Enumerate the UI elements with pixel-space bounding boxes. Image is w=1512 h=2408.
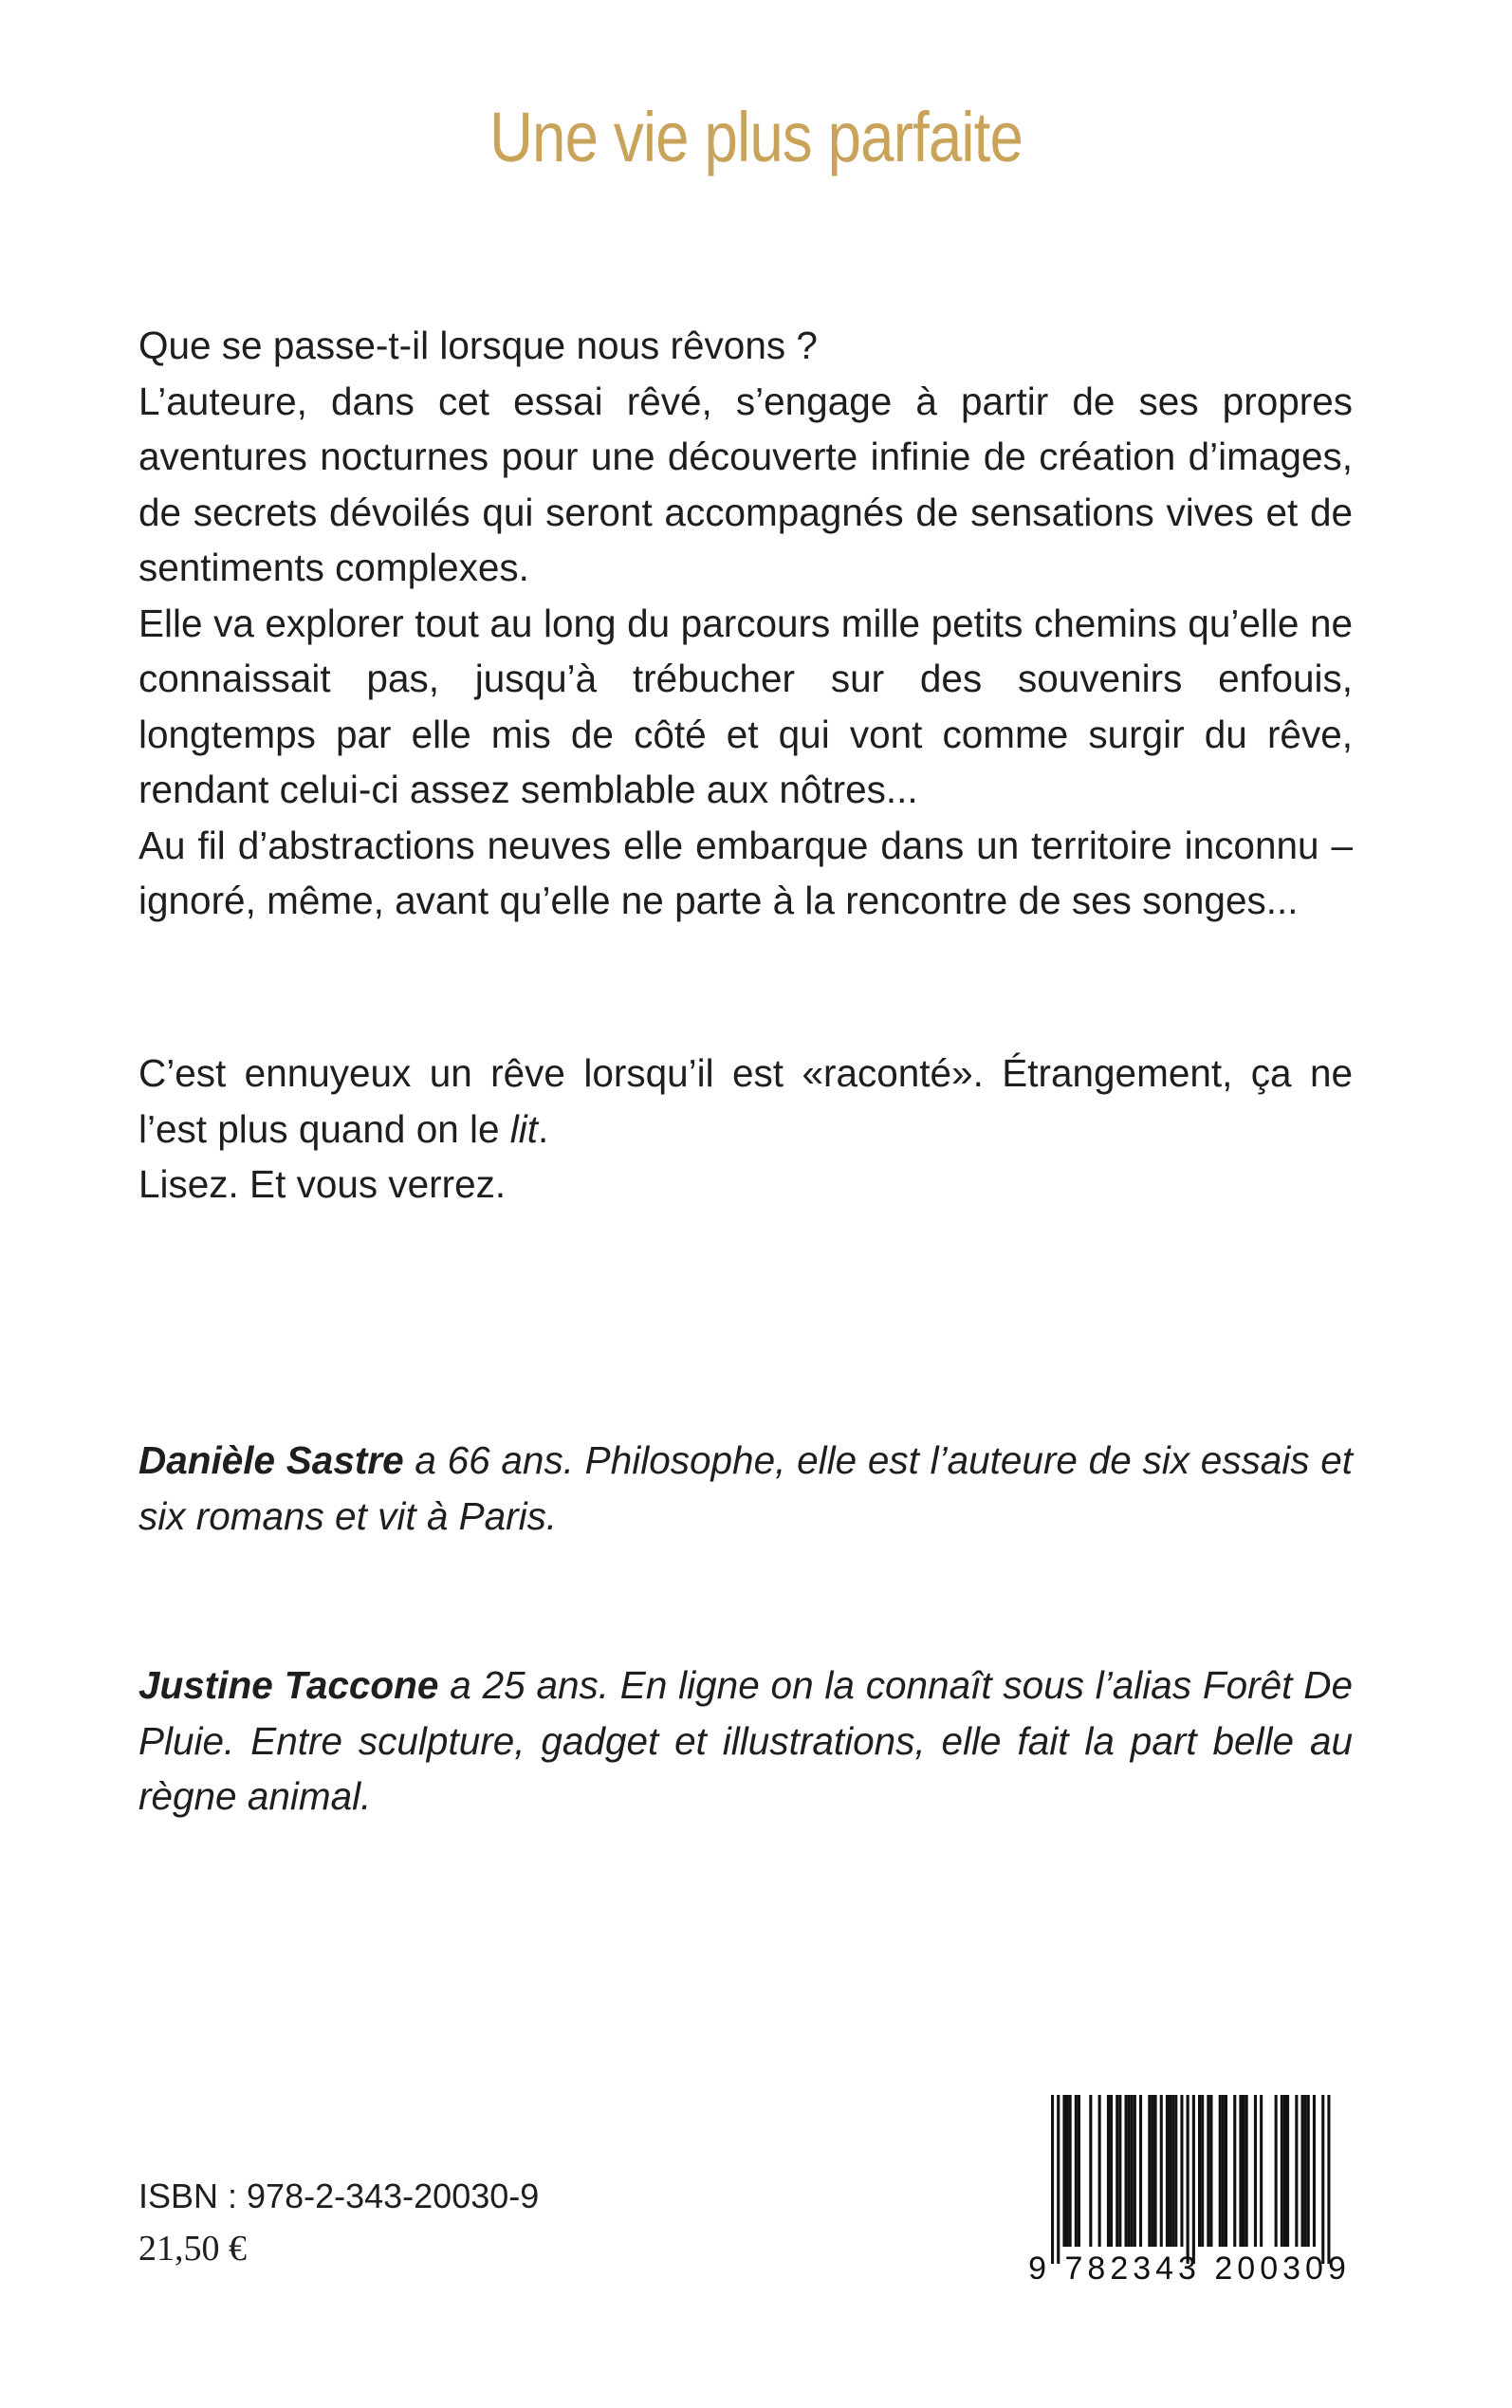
price: 21,50 € [138, 2229, 247, 2269]
barcode-bar [1222, 2095, 1225, 2247]
barcode-bar [1128, 2095, 1131, 2247]
barcode-bar [1148, 2095, 1151, 2247]
barcode-bar [1062, 2095, 1065, 2247]
barcode-bar [1057, 2095, 1060, 2264]
barcode-bar [1301, 2095, 1304, 2247]
barcode-bar [1160, 2095, 1163, 2247]
teaser-closing: Lisez. Et vous verrez. [138, 1162, 507, 1206]
author-name: Danièle Sastre [138, 1438, 404, 1482]
barcode-bar [1174, 2095, 1177, 2247]
barcode-bar [1154, 2095, 1157, 2247]
barcode-bar [1169, 2095, 1171, 2247]
teaser-sentence [138, 1046, 1353, 1157]
barcode-bar [1304, 2095, 1307, 2247]
barcode-bar [1171, 2095, 1174, 2247]
barcode-bar [1295, 2095, 1298, 2247]
barcode-bar [1107, 2095, 1110, 2247]
barcode-bar [1275, 2095, 1278, 2247]
illustrator-name: Justine Taccone [138, 1663, 439, 1707]
illustrator-bio-body: a 25 ans. En ligne on la connaît sous l’alias Forêt De Pluie. Entre sculpture, gadget et illustrations, elle fait la part belle au règne animal. [138, 1663, 1353, 1818]
barcode-bar [1313, 2095, 1316, 2247]
barcode-bar [1151, 2095, 1153, 2247]
book-title: Une vie plus parfaite [489, 98, 1023, 176]
summary [138, 318, 1353, 929]
barcode-bar [1281, 2095, 1283, 2247]
barcode-bar [1219, 2095, 1222, 2247]
barcode-bar [1134, 2095, 1136, 2247]
barcode-bar [1118, 2095, 1121, 2247]
summary-paragraph: Elle va explorer tout au long du parcours mille petits chemins qu’elle ne connaissait pas, jusqu’à trébucher sur des souvenirs enfouis, longtemps par elle mis de côté et qui vont comme surgir du rêve, rendant celui-ci assez semblable aux nôtres... [138, 601, 1353, 811]
teaser-text: C’est ennuyeux un rêve lorsqu’il est «raconté». Étrangement, ça ne l’est plus quand on le [138, 1051, 1353, 1151]
barcode-bar [1069, 2095, 1072, 2247]
barcode-bar [1209, 2095, 1212, 2247]
summary-paragraph: L’auteure, dans cet essai rêvé, s’engage à partir de ses propres aventures nocturnes pour une découverte infinie de création d’images, de secrets dévoilés qui seront accompagnés de sensations vives et de sentiments complexes. [138, 379, 1353, 589]
barcode-bar [1321, 2095, 1324, 2264]
barcode-bar [1116, 2095, 1118, 2247]
illustrator-bio-text [138, 1658, 1353, 1825]
barcode-bar [1198, 2095, 1201, 2247]
barcode-bar [1131, 2095, 1134, 2247]
barcode-bar [1078, 2095, 1080, 2247]
barcode-bar [1110, 2095, 1113, 2247]
barcode-bar [1089, 2095, 1092, 2247]
barcode-bar [1192, 2095, 1195, 2264]
teaser-italic-word: lit [509, 1106, 539, 1151]
barcode-bar [1139, 2095, 1142, 2247]
barcode-bar [1225, 2095, 1227, 2247]
barcode-digits: 9 782343 200309 [1028, 2251, 1351, 2287]
barcode-bar [1260, 2095, 1263, 2247]
barcode-bar [1075, 2095, 1078, 2247]
barcode-bar [1243, 2095, 1245, 2247]
teaser-punctuation: . [538, 1106, 549, 1151]
barcode-bar [1166, 2095, 1169, 2247]
barcode-bar [1051, 2095, 1054, 2264]
summary-question: Que se passe-t-il lorsque nous rêvons ? [138, 324, 818, 367]
barcode-bar [1286, 2095, 1289, 2247]
barcode-bar [1254, 2095, 1257, 2247]
isbn: ISBN : 978-2-343-20030-9 [138, 2176, 540, 2215]
barcode-bar [1125, 2095, 1128, 2247]
barcode [1023, 2087, 1356, 2287]
barcode-bar [1201, 2095, 1204, 2247]
barcode-bar [1207, 2095, 1209, 2247]
barcode-bar [1327, 2095, 1330, 2264]
author-bio-body: a 66 ans. Philosophe, elle est l’auteure de six essais et six romans et vit à Paris. [138, 1438, 1353, 1538]
author-bio-text [138, 1433, 1353, 1544]
barcode-bar [1180, 2095, 1183, 2247]
barcode-bar [1307, 2095, 1310, 2247]
barcode-bar [1098, 2095, 1101, 2247]
barcode-bar [1187, 2095, 1189, 2264]
barcode-bar [1233, 2095, 1236, 2247]
barcode-bar [1245, 2095, 1248, 2247]
barcode-bar [1239, 2095, 1242, 2247]
author-bio [138, 1433, 1353, 1544]
barcode-bar [1066, 2095, 1069, 2247]
summary-paragraph: Au fil d’abstractions neuves elle embarque dans un territoire inconnu – ignoré, même, avant qu’elle ne parte à la rencontre de ses songes... [138, 823, 1353, 922]
illustrator-bio [138, 1658, 1353, 1825]
barcode-bar [1283, 2095, 1286, 2247]
teaser [138, 1046, 1353, 1213]
